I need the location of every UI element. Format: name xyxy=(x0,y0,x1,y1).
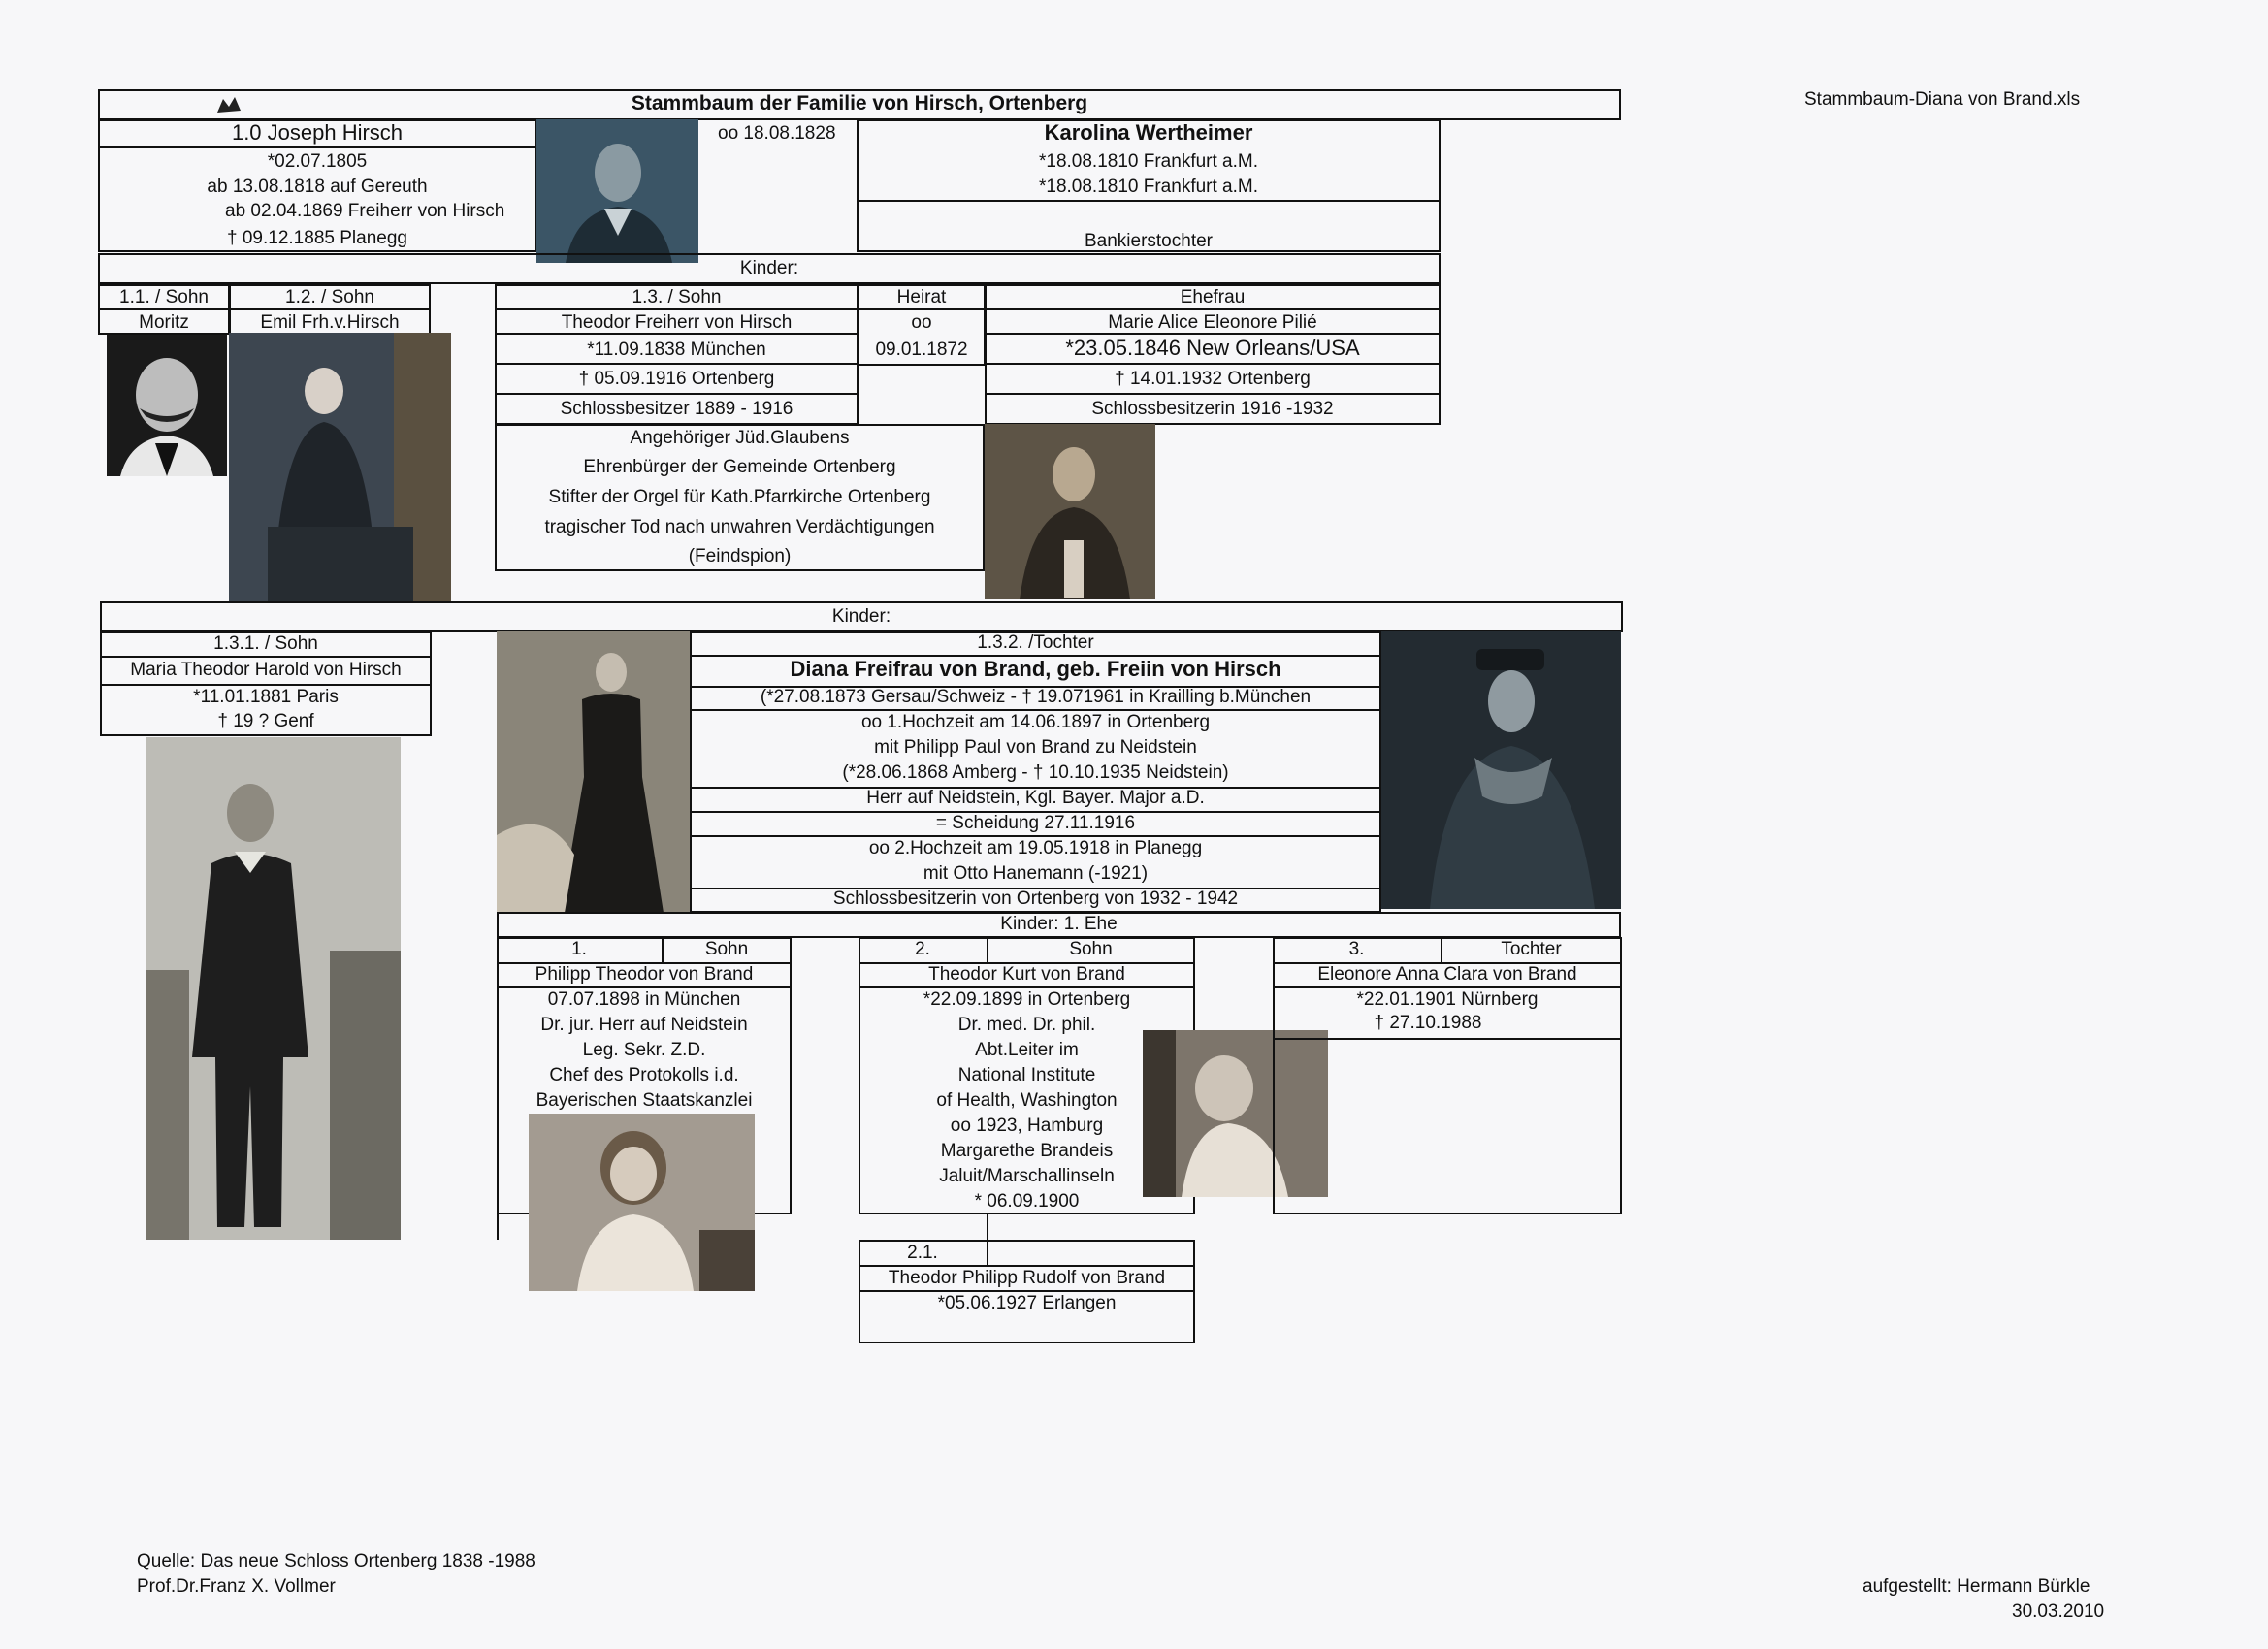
harold-head: 1.3.1. / Sohn xyxy=(213,633,318,654)
diana-line-2: oo 1.Hochzeit am 14.06.1897 in Ortenberg xyxy=(860,712,1211,732)
child1-line-1: 07.07.1898 in München xyxy=(547,989,741,1010)
mother-note: Bankierstochter xyxy=(1084,231,1213,251)
grandchild-num: 2.1. xyxy=(907,1243,938,1263)
son3-note-1: Angehöriger Jüd.Glaubens xyxy=(630,428,850,448)
child2-line-1: *22.09.1899 in Ortenberg xyxy=(923,989,1131,1010)
parents-marriage: oo 18.08.1828 xyxy=(718,123,836,144)
harold-born: *11.01.1881 Paris xyxy=(193,687,339,707)
son2-name: Emil Frh.v.Hirsch xyxy=(260,312,400,333)
son3-owner: Schlossbesitzer 1889 - 1916 xyxy=(560,399,794,419)
son3-died: † 05.09.1916 Ortenberg xyxy=(578,369,775,389)
child1-line-4: Chef des Protokolls i.d. xyxy=(549,1065,739,1085)
children-label-2: Kinder: xyxy=(831,606,891,627)
son3-note-5: (Feindspion) xyxy=(688,546,792,566)
child2-line-2: Dr. med. Dr. phil. xyxy=(957,1015,1096,1035)
diana-head: 1.3.2. /Tochter xyxy=(977,632,1094,653)
diana-line-5: Herr auf Neidstein, Kgl. Bayer. Major a.D. xyxy=(866,788,1205,808)
son3-born: *11.09.1838 München xyxy=(587,340,766,360)
children-label-3: Kinder: 1. Ehe xyxy=(1000,914,1118,934)
children-label-1: Kinder: xyxy=(739,258,799,278)
author: aufgestellt: Hermann Bürkle xyxy=(1863,1576,2090,1597)
diana-line-6: = Scheidung 27.11.1916 xyxy=(935,813,1136,833)
mother-born2: *18.08.1810 Frankfurt a.M. xyxy=(1038,177,1258,197)
child1-line-2: Dr. jur. Herr auf Neidstein xyxy=(540,1015,748,1035)
diana-line-3: mit Philipp Paul von Brand zu Neidstein xyxy=(874,737,1197,758)
grandchild-name: Theodor Philipp Rudolf von Brand xyxy=(888,1268,1166,1288)
child3-num: 3. xyxy=(1348,939,1365,959)
source-line-2: Prof.Dr.Franz X. Vollmer xyxy=(137,1576,336,1597)
diana-line-8: mit Otto Hanemann (-1921) xyxy=(923,863,1149,884)
photo-philipp-paul xyxy=(1381,631,1621,909)
diana-name: Diana Freifrau von Brand, geb. Freiin von Hirsch xyxy=(790,657,1281,681)
father-name: 1.0 Joseph Hirsch xyxy=(231,120,404,145)
child3-line-2: † 27.10.1988 xyxy=(1374,1013,1482,1033)
child3-role: Tochter xyxy=(1501,939,1562,959)
wife-born: *23.05.1846 New Orleans/USA xyxy=(1065,336,1360,360)
mother-born1: *18.08.1810 Frankfurt a.M. xyxy=(1038,151,1258,172)
wife-name: Marie Alice Eleonore Pilié xyxy=(1108,312,1317,333)
son2-head: 1.2. / Sohn xyxy=(285,287,374,307)
heirat-date: 09.01.1872 xyxy=(875,340,968,360)
harold-name: Maria Theodor Harold von Hirsch xyxy=(130,660,402,680)
mother-name: Karolina Wertheimer xyxy=(1044,120,1253,145)
source-line-1: Quelle: Das neue Schloss Ortenberg 1838 -1988 xyxy=(137,1551,535,1571)
father-died: † 09.12.1885 Planegg xyxy=(227,228,407,248)
photo-philipp-theodor xyxy=(529,1114,755,1291)
child2-line-6: oo 1923, Hamburg xyxy=(950,1116,1104,1136)
child1-role: Sohn xyxy=(704,939,749,959)
son3-head: 1.3. / Sohn xyxy=(632,287,722,307)
crest-icon xyxy=(215,93,243,121)
heirat-head: Heirat xyxy=(896,287,947,307)
child1-line-5: Bayerischen Staatskanzlei xyxy=(535,1090,753,1111)
page-title: Stammbaum der Familie von Hirsch, Ortenberg xyxy=(631,92,1088,114)
son3-note-2: Ehrenbürger der Gemeinde Ortenberg xyxy=(583,457,896,477)
photo-moritz xyxy=(107,335,227,476)
son3-name: Theodor Freiherr von Hirsch xyxy=(561,312,793,333)
father-line2: ab 02.04.1869 Freiherr von Hirsch xyxy=(225,201,505,221)
wife-died: † 14.01.1932 Ortenberg xyxy=(1115,369,1311,389)
child3-line-1: *22.01.1901 Nürnberg xyxy=(1356,989,1539,1010)
father-line1: ab 13.08.1818 auf Gereuth xyxy=(207,177,428,197)
son1-name: Moritz xyxy=(139,312,189,333)
photo-harold xyxy=(146,737,401,1240)
harold-died: † 19 ? Genf xyxy=(217,711,314,731)
child1-num: 1. xyxy=(571,939,587,959)
father-born: *02.07.1805 xyxy=(267,151,368,172)
child2-line-3: Abt.Leiter im xyxy=(975,1040,1079,1060)
photo-emil xyxy=(229,333,451,603)
child2-role: Sohn xyxy=(1069,939,1113,959)
child2-num: 2. xyxy=(915,939,930,959)
child1-line-3: Leg. Sekr. Z.D. xyxy=(582,1040,706,1060)
heirat-oo: oo xyxy=(911,312,932,333)
wife-owner: Schlossbesitzerin 1916 -1932 xyxy=(1091,399,1334,419)
photo-theodor xyxy=(985,424,1155,599)
son3-note-3: Stifter der Orgel für Kath.Pfarrkirche Ortenberg xyxy=(548,487,931,507)
diana-line-1: (*27.08.1873 Gersau/Schweiz - † 19.071961 in Krailling b.München xyxy=(760,687,1312,707)
child2-name: Theodor Kurt von Brand xyxy=(928,964,1125,985)
photo-joseph-hirsch xyxy=(536,119,698,263)
wife-head: Ehefrau xyxy=(1180,287,1246,307)
child2-line-7: Margarethe Brandeis xyxy=(940,1141,1114,1161)
child1-name: Philipp Theodor von Brand xyxy=(535,964,754,985)
grandchild-born: *05.06.1927 Erlangen xyxy=(937,1293,1117,1313)
son1-head: 1.1. / Sohn xyxy=(119,287,209,307)
child3-name: Eleonore Anna Clara von Brand xyxy=(1317,964,1577,985)
diana-line-7: oo 2.Hochzeit am 19.05.1918 in Planegg xyxy=(868,838,1203,858)
child2-line-4: National Institute xyxy=(957,1065,1096,1085)
author-date: 30.03.2010 xyxy=(2012,1601,2105,1622)
son3-note-4: tragischer Tod nach unwahren Verdächtigungen xyxy=(544,517,935,537)
child2-line-9: * 06.09.1900 xyxy=(974,1191,1080,1212)
child2-line-8: Jaluit/Marschallinseln xyxy=(939,1166,1115,1186)
diana-line-4: (*28.06.1868 Amberg - † 10.10.1935 Neidstein) xyxy=(842,762,1229,783)
diana-line-9: Schlossbesitzerin von Ortenberg von 1932 - 1942 xyxy=(832,889,1239,909)
photo-diana xyxy=(497,631,691,913)
file-name: Stammbaum-Diana von Brand.xls xyxy=(1804,89,2081,110)
child2-line-5: of Health, Washington xyxy=(936,1090,1118,1111)
